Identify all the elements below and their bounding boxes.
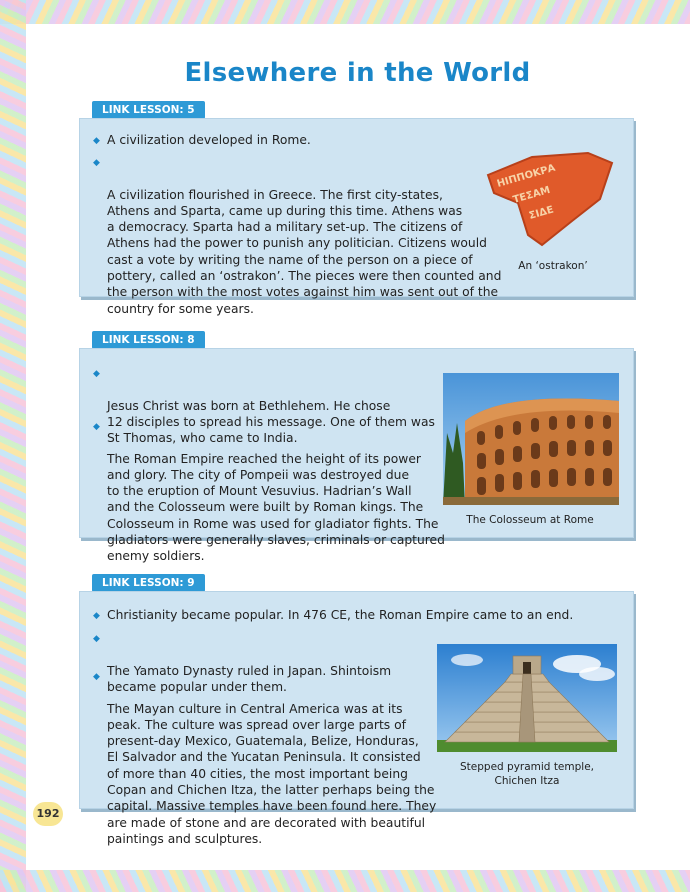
bullet-diamond-icon: ◆ — [93, 158, 100, 168]
section-card-lesson-8 — [79, 348, 634, 564]
svg-text:ΗΙΠΠΟΚΡΑ: ΗΙΠΠΟΚΡΑ — [495, 162, 557, 190]
crayon-border-top — [0, 0, 690, 24]
ostrakon-image — [480, 145, 620, 251]
bullet-item — [93, 668, 457, 847]
bullet-text: Jesus Christ was born at Bethlehem. He chose 12 disciples to spread his message. One of them was St Thomas, who came to India. — [107, 398, 435, 446]
image-caption: The Colosseum at Rome — [466, 514, 594, 526]
bullet-text: Christianity became popular. In 476 CE, the Roman Empire came to an end. — [107, 608, 574, 622]
bullet-item — [93, 418, 457, 565]
link-lesson-tag: LINK LESSON: 9 — [92, 574, 205, 592]
bullet-diamond-icon: ◆ — [93, 634, 100, 644]
bullet-item — [93, 607, 627, 623]
colosseum-image — [443, 373, 619, 505]
bullet-diamond-icon: ◆ — [93, 422, 100, 432]
page-title: Elsewhere in the World — [184, 58, 531, 88]
crayon-border-bottom — [0, 870, 690, 892]
svg-text:ΤΕΣΑΜ: ΤΕΣΑΜ — [511, 184, 552, 206]
bullet-text: A civilization flourished in Greece. The first city-states, Athens and Sparta, came up during this time. Athens was a democracy. Sparta had a military set-up. The citizens of Athens had the power to punish any politician. Citizens would cast a vote by writing the name of the person on a piece of pottery, called an ‘ostrakon’. The pieces were then counted and the person with the most votes against him was sent out of the country for some years. — [107, 187, 502, 316]
link-lesson-tag: LINK LESSON: 5 — [92, 101, 205, 119]
bullet-text: A civilization developed in Rome. — [107, 133, 311, 147]
pyramid-image — [437, 644, 617, 752]
bullet-diamond-icon: ◆ — [93, 136, 100, 146]
link-lesson-tag: LINK LESSON: 8 — [92, 331, 205, 349]
bullet-diamond-icon: ◆ — [93, 611, 100, 621]
bullet-item — [93, 132, 527, 148]
bullet-item — [93, 154, 507, 317]
section-card-lesson-5 — [79, 118, 634, 316]
crayon-border-left — [0, 0, 26, 892]
image-caption: Stepped pyramid temple, Chichen Itza — [460, 761, 594, 787]
bullet-text: The Yamato Dynasty ruled in Japan. Shintoism became popular under them. — [107, 663, 392, 694]
bullet-diamond-icon: ◆ — [93, 369, 100, 379]
svg-text:ΣΙΔΕ: ΣΙΔΕ — [527, 204, 555, 222]
page-number: 192 — [33, 802, 63, 826]
section-card-lesson-9 — [79, 591, 634, 846]
bullet-text: The Mayan culture in Central America was at its peak. The culture was spread over large parts of present-day Mexico, Guatemala, Belize, Honduras, El Salvador and the Yucatan Peninsula. It consisted of more than 40 cities, the most important being Copan and Chichen Itza, the latter perhaps being the capital. Massive temples have been found here. They are made of stone and are decorated with beautiful paintings and sculptures. — [107, 701, 437, 846]
bullet-diamond-icon: ◆ — [93, 672, 100, 682]
bullet-text: The Roman Empire reached the height of its power and glory. The city of Pompeii was destroyed due to the eruption of Mount Vesuvius. Hadrian’s Wall and the Colosseum were built by Roman kings. The Colosseum in Rome was used for gladiator fights. The gladiators were generally slaves, criminals or captured enemy soldiers. — [107, 451, 445, 564]
image-caption: An ‘ostrakon’ — [518, 260, 588, 272]
